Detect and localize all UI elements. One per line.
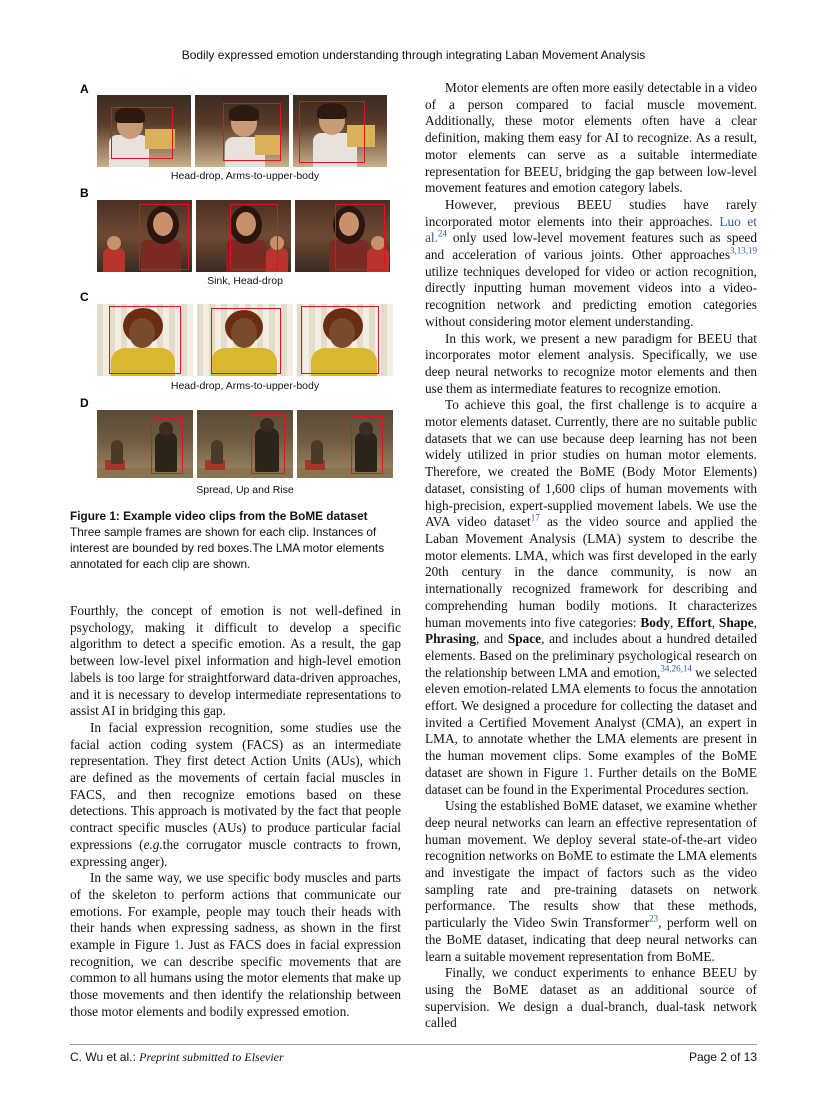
panel-caption: Sink, Head-drop (207, 275, 283, 287)
paragraph: Finally, we conduct experiments to enhance BEEU by using the BoME dataset as an additional source of supervision. We design a dual-branch, dual-task network called (425, 965, 757, 1031)
text-run: Using the established BoME dataset, we examine whether deep neural networks can learn an effective representation of human movement. We deploy several state-of-the-art video recognition networks on BoME to estimate the LMA elements and investigate the impact of factors such as the video sampling rate and pre-training datasets on network performance. The results show that these methods, particularly the Video Swin Transformer (425, 798, 757, 931)
text-run: only used low-level movement features such as speed and acceleration of various joints. Other approaches (425, 230, 757, 263)
video-frame (197, 304, 293, 376)
frame-strip (97, 200, 390, 272)
frame-strip (97, 95, 387, 167)
running-title: Bodily expressed emotion understanding through integrating Laban Movement Analysis (181, 48, 646, 62)
figure-panel-d (70, 396, 405, 500)
paragraph: Fourthly, the concept of emotion is not well-defined in psychology, making it difficult to develop a specific algorithm to detect a specific emotion. As a result, the gap between low-level pixel information and high-level emotion labels is too large for straightforward data-driven approaches, and it is necessary to develop intermediate representations to assist AI in bridging this gap. (70, 603, 401, 719)
frame-strip (97, 410, 393, 478)
figure-link[interactable]: 1 (173, 937, 181, 953)
video-frame (97, 410, 193, 478)
bounding-box (251, 414, 285, 474)
paragraph (425, 798, 757, 965)
footer-authors: C. Wu et al.: (70, 1050, 140, 1064)
right-column-text (425, 80, 757, 1032)
text-run: In the same way, we use specific body muscles and parts of the skeleton to perform actions that communicate our emotions. For example, people may touch their heads with their hands when expressing sadness, as shown in the first example in Figure (70, 870, 401, 953)
video-frame (97, 304, 193, 376)
bounding-box (301, 306, 379, 374)
bold-run: Phrasing (425, 631, 476, 647)
text-run: , (711, 614, 719, 630)
panel-letter: A (80, 82, 89, 96)
panel-letter: C (80, 290, 89, 304)
bold-run: Effort (677, 614, 712, 630)
bounding-box (139, 204, 189, 270)
video-frame (97, 200, 192, 272)
figure-caption (70, 508, 405, 572)
figure-panel-b (70, 186, 405, 288)
citation-link[interactable]: 24 (437, 228, 447, 239)
bounding-box (335, 204, 385, 270)
citation-link[interactable]: 34,26,14 (660, 663, 692, 674)
left-column-text (70, 603, 401, 1021)
paragraph (425, 197, 757, 331)
footer-citation (70, 1050, 284, 1065)
figure-panel-a (70, 82, 405, 182)
panel-caption: Head-drop, Arms-to-upper-body (170, 170, 320, 182)
video-frame (196, 200, 291, 272)
panel-caption: Spread, Up and Rise (196, 484, 294, 496)
text-run: utilize techniques developed for video or action recognition, directly inputting human movement videos into a video-recognition network and predicting emotion categories without considering motor element understanding. (425, 263, 757, 329)
text-run: , and (475, 631, 508, 647)
page-number: Page 2 of 13 (688, 1050, 757, 1064)
figure-caption-title: Figure 1: Example video clips from the BoME dataset (70, 509, 368, 523)
text-run: In facial expression recognition, some studies use the facial action coding system (FACS) as an intermediate representation. They first detect Action Units (AUs), which are defined as the movements of certain facial muscles in FACS, and then recognize emotions based on these detections. This approach is motivated by the fact that people contract specific muscles (AUs) to produce particular facial expressions ( (70, 719, 401, 852)
panel-letter: B (80, 186, 89, 200)
citation-link[interactable]: 3,13,19 (730, 245, 757, 256)
panel-caption: Head-drop, Arms-to-upper-body (170, 380, 320, 392)
video-frame (195, 95, 289, 167)
text-run: we selected eleven emotion-related LMA elements to focus the annotation effort. We designed a procedure for collecting the dataset and invited a Certified Movement Analyst (CMA), an expert in LMA, to annotate whether the LMA elements are present in the human movement clips. Some examples of the BoME dataset are shown in Figure (425, 664, 757, 780)
bounding-box (211, 308, 281, 374)
text-run: , perform well on the BoME dataset, indicating that deep neural networks can learn a suitable movement representation from BoME. (425, 915, 757, 964)
citation-link[interactable]: Luo et al. (425, 213, 757, 246)
bounding-box (299, 101, 365, 163)
figure-link[interactable]: 1 (583, 764, 590, 780)
bold-run: Shape (718, 614, 754, 630)
text-run: . Just as FACS does in facial expression recognition, we can describe specific movements that are common to all humans using the motor elements that make up those movements and then identify the relationship between those motor elements and bodily expressed emotion. (70, 937, 401, 1019)
bounding-box (151, 418, 183, 474)
citation-link[interactable]: 17 (530, 512, 540, 523)
footer-divider (70, 1044, 757, 1045)
bounding-box (230, 204, 278, 270)
text-run: To achieve this goal, the first challenge is to acquire a motor elements dataset. Currently, there are no suitable public datasets that we can use because deep learning has not been widely utilized in prior studies on human motor elements. Therefore, we created the BoME (Body Motor Elements) dataset, consisting of 1,600 clips of human movements with high-precision, expert-supplied movement labels. We use the AVA video dataset (425, 397, 757, 530)
text-run: . Further details on the BoME dataset can be found in the Experimental Procedures section. (425, 764, 757, 797)
text-run: However, previous BEEU studies have rarely incorporated motor elements into their approaches. (425, 196, 757, 229)
paragraph (70, 720, 401, 870)
footer-journal: Preprint submitted to Elsevier (139, 1050, 284, 1064)
bold-run: Space (507, 631, 542, 647)
citation-link[interactable]: 23 (649, 913, 659, 924)
bounding-box (109, 306, 181, 374)
frame-strip (97, 304, 393, 376)
italic-run: e.g. (143, 836, 163, 852)
video-frame (197, 410, 293, 478)
text-run: the corrugator muscle contracts to frown, expressing anger). (70, 836, 401, 869)
bold-run: Body (640, 614, 670, 630)
text-run: as the video source and applied the Laban Movement Analysis (LMA) system to describe the motor elements. LMA, which was first developed in the early 20th century in the dance community, is now an internationally recognized framework for describing and comprehending human bodily motions. It characterizes human movements into five categories: (425, 514, 757, 630)
video-frame (297, 410, 393, 478)
paragraph (425, 397, 757, 798)
text-run: , and includes about a hundred detailed elements. Based on the preliminary psychological research on the relationship between LMA and emotion, (425, 631, 758, 680)
bounding-box (351, 416, 383, 474)
paragraph: Motor elements are often more easily detectable in a video of a person compared to facial muscle movement. Additionally, these motor elements often have a clear definition, making them easy for AI to recognize. As a result, motor elements can serve as a suitable intermediate representation for BEEU, bridging the gap between low-level movement features and emotion category labels. (425, 80, 757, 196)
panel-letter: D (80, 396, 89, 410)
bounding-box (223, 103, 281, 161)
text-run: , (753, 614, 757, 630)
video-frame (293, 95, 387, 167)
figure-caption-text: Three sample frames are shown for each clip. Instances of interest are bounded by red boxes.The LMA motor elements annotated for each clip are shown. (70, 525, 385, 571)
paragraph (70, 870, 401, 1020)
bounding-box (111, 107, 173, 159)
video-frame (297, 304, 393, 376)
video-frame (97, 95, 191, 167)
paragraph: In this work, we present a new paradigm for BEEU that incorporates motor element analysis. Specifically, we use deep neural networks to recognize motor elements and then use them as intermediate features to recognize emotion. (425, 330, 757, 396)
video-frame (295, 200, 390, 272)
text-run: , (669, 614, 678, 630)
figure-panel-c (70, 290, 405, 394)
